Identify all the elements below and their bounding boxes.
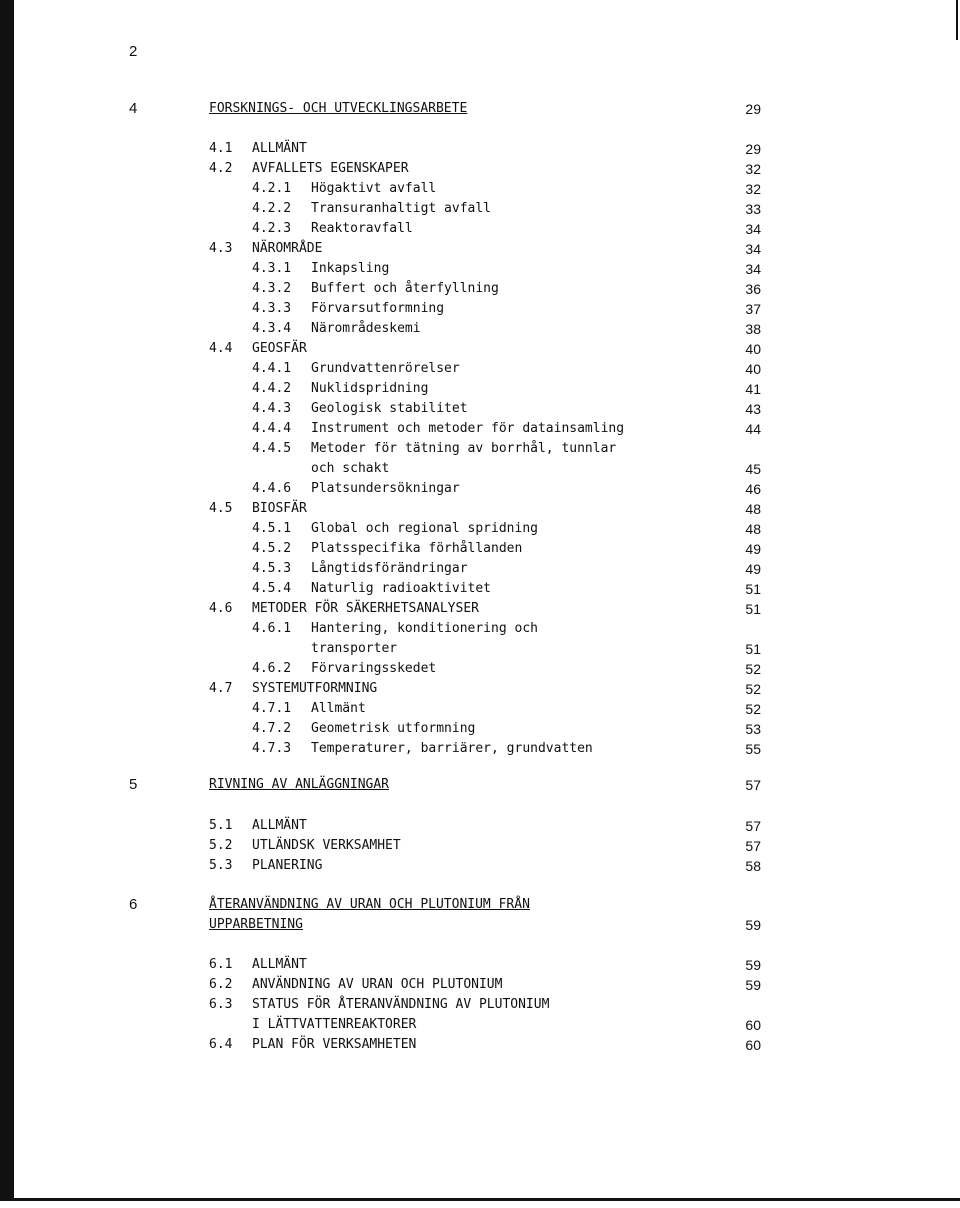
section-number: 4.2.3 (252, 221, 292, 236)
toc-entry (0, 995, 960, 1015)
section-number: 4.7 (209, 681, 233, 696)
section-title: PLANERING (252, 858, 323, 873)
page-ref: 33 (745, 201, 761, 217)
section-number: 6.1 (209, 957, 233, 972)
section-title: Platsundersökningar (311, 481, 460, 496)
section-number: 4.5.3 (252, 561, 292, 576)
toc-entry (0, 955, 960, 975)
toc-entry (0, 816, 960, 836)
chapter-title: FORSKNINGS- OCH UTVECKLINGSARBETE (209, 101, 468, 116)
section-number: 4.4 (209, 341, 233, 356)
page-number: 2 (129, 43, 138, 60)
toc-entry (0, 219, 960, 239)
section-title: Global och regional spridning (311, 521, 538, 536)
page-ref: 51 (745, 581, 761, 597)
section-number: 6.2 (209, 977, 233, 992)
section-number: 5.3 (209, 858, 233, 873)
section-title: UTLÄNDSK VERKSAMHET (252, 838, 401, 853)
section-number: 4.3.4 (252, 321, 292, 336)
page-ref: 57 (745, 838, 761, 854)
toc-entry (0, 699, 960, 719)
page-ref: 57 (745, 818, 761, 834)
section-title: ALLMÄNT (252, 957, 307, 972)
section-title: Grundvattenrörelser (311, 361, 460, 376)
page-ref: 34 (745, 241, 761, 257)
section-number: 4.6.2 (252, 661, 292, 676)
toc-chapter-6-continuation (0, 915, 960, 935)
toc-entry (0, 439, 960, 459)
toc-entry (0, 559, 960, 579)
page-ref: 53 (745, 721, 761, 737)
section-title: NÄROMRÅDE (252, 241, 323, 256)
section-number: 4.3.2 (252, 281, 292, 296)
section-title: SYSTEMUTFORMNING (252, 681, 378, 696)
page-ref: 49 (745, 561, 761, 577)
toc-entry (0, 399, 960, 419)
page-ref: 41 (745, 381, 761, 397)
section-number: 4.7.2 (252, 721, 292, 736)
toc-entry (0, 856, 960, 876)
section-number: 6.3 (209, 997, 233, 1012)
section-title-continued: I LÄTTVATTENREAKTORER (252, 1017, 417, 1032)
toc-entry (0, 719, 960, 739)
toc-entry (0, 259, 960, 279)
section-title: Nuklidspridning (311, 381, 429, 396)
page-ref: 60 (745, 1037, 761, 1053)
page-ref: 36 (745, 281, 761, 297)
chapter-title-continued: UPPARBETNING (209, 917, 303, 932)
page-ref: 59 (745, 957, 761, 973)
section-title: Allmänt (311, 701, 366, 716)
page-ref: 32 (745, 181, 761, 197)
toc-entry (0, 579, 960, 599)
page-ref: 52 (745, 661, 761, 677)
chapter-number: 4 (129, 100, 138, 117)
toc-chapter-6 (0, 895, 960, 915)
page-ref: 32 (745, 161, 761, 177)
section-number: 5.2 (209, 838, 233, 853)
section-number: 4.7.1 (252, 701, 292, 716)
section-title: Högaktivt avfall (311, 181, 437, 196)
section-title: METODER FÖR SÄKERHETSANALYSER (252, 601, 479, 616)
toc-entry (0, 519, 960, 539)
scan-border-bottom (0, 1198, 960, 1201)
chapter-number: 6 (129, 896, 138, 913)
toc-entry (0, 975, 960, 995)
section-title: Temperaturer, barriärer, grundvatten (311, 741, 593, 756)
section-number: 4.5.4 (252, 581, 292, 596)
toc-entry (0, 139, 960, 159)
section-number: 4.3.1 (252, 261, 292, 276)
section-number: 4.5.2 (252, 541, 292, 556)
section-title: Hantering, konditionering och (311, 621, 538, 636)
toc-entry (0, 739, 960, 759)
section-title-continued: och schakt (311, 461, 390, 476)
toc-entry (0, 159, 960, 179)
page-ref: 37 (745, 301, 761, 317)
toc-chapter-4 (0, 99, 960, 119)
page-ref: 34 (745, 261, 761, 277)
chapter-title: RIVNING AV ANLÄGGNINGAR (209, 777, 390, 792)
page-ref: 58 (745, 858, 761, 874)
page-ref: 34 (745, 221, 761, 237)
toc-entry-continuation (0, 459, 960, 479)
toc-entry (0, 299, 960, 319)
section-title: Naturlig radioaktivitet (311, 581, 492, 596)
toc-entry (0, 379, 960, 399)
toc-entry (0, 659, 960, 679)
page-ref: 55 (745, 741, 761, 757)
section-number: 4.6.1 (252, 621, 292, 636)
toc-entry (0, 479, 960, 499)
section-number: 4.2.2 (252, 201, 292, 216)
section-title: ANVÄNDNING AV URAN OCH PLUTONIUM (252, 977, 503, 992)
section-title: Metoder för tätning av borrhål, tunnlar (311, 441, 617, 456)
section-title: GEOSFÄR (252, 341, 307, 356)
page-ref: 43 (745, 401, 761, 417)
page-ref: 51 (745, 601, 761, 617)
section-title: Geologisk stabilitet (311, 401, 468, 416)
section-number: 5.1 (209, 818, 233, 833)
section-title: STATUS FÖR ÅTERANVÄNDNING AV PLUTONIUM (252, 997, 550, 1012)
page-ref: 59 (745, 917, 761, 933)
page-ref: 38 (745, 321, 761, 337)
section-number: 4.3 (209, 241, 233, 256)
section-number: 4.7.3 (252, 741, 292, 756)
chapter-number: 5 (129, 776, 138, 793)
page-ref: 60 (745, 1017, 761, 1033)
page-ref: 44 (745, 421, 761, 437)
page-ref: 52 (745, 681, 761, 697)
toc-entry (0, 679, 960, 699)
section-title: AVFALLETS EGENSKAPER (252, 161, 409, 176)
toc-entry-continuation (0, 1015, 960, 1035)
section-title: ALLMÄNT (252, 818, 307, 833)
section-number: 4.2.1 (252, 181, 292, 196)
page-ref: 49 (745, 541, 761, 557)
toc-entry (0, 836, 960, 856)
toc-entry (0, 339, 960, 359)
toc-entry (0, 179, 960, 199)
section-number: 4.6 (209, 601, 233, 616)
section-title: Transuranhaltigt avfall (311, 201, 492, 216)
toc-entry (0, 539, 960, 559)
toc-entry (0, 1035, 960, 1055)
section-number: 4.4.3 (252, 401, 292, 416)
section-title: PLAN FÖR VERKSAMHETEN (252, 1037, 417, 1052)
section-title: Långtidsförändringar (311, 561, 468, 576)
page-ref: 40 (745, 341, 761, 357)
section-number: 4.3.3 (252, 301, 292, 316)
page-ref: 57 (745, 777, 761, 793)
section-number: 4.4.4 (252, 421, 292, 436)
section-title: Förvaringsskedet (311, 661, 437, 676)
page-ref: 51 (745, 641, 761, 657)
page-ref: 52 (745, 701, 761, 717)
chapter-title: ÅTERANVÄNDNING AV URAN OCH PLUTONIUM FRÅN (209, 897, 530, 912)
toc-entry (0, 239, 960, 259)
toc-chapter-5 (0, 775, 960, 795)
section-title: Förvarsutformning (311, 301, 445, 316)
toc-entry-continuation (0, 639, 960, 659)
page-ref: 46 (745, 481, 761, 497)
section-title: Platsspecifika förhållanden (311, 541, 523, 556)
section-number: 6.4 (209, 1037, 233, 1052)
section-number: 4.5.1 (252, 521, 292, 536)
section-title: Geometrisk utformning (311, 721, 476, 736)
page-ref: 59 (745, 977, 761, 993)
section-number: 4.4.6 (252, 481, 292, 496)
section-title: Närområdeskemi (311, 321, 421, 336)
page-ref: 48 (745, 521, 761, 537)
section-number: 4.1 (209, 141, 233, 156)
section-title: Instrument och metoder för datainsamling (311, 421, 625, 436)
section-number: 4.4.5 (252, 441, 292, 456)
page-ref: 45 (745, 461, 761, 477)
section-title: BIOSFÄR (252, 501, 307, 516)
page-ref: 40 (745, 361, 761, 377)
section-number: 4.5 (209, 501, 233, 516)
section-title: Buffert och återfyllning (311, 281, 499, 296)
section-number: 4.4.2 (252, 381, 292, 396)
section-title-continued: transporter (311, 641, 398, 656)
toc-entry (0, 279, 960, 299)
toc-entry (0, 619, 960, 639)
toc-entry (0, 499, 960, 519)
section-title: ALLMÄNT (252, 141, 307, 156)
page-ref: 29 (745, 141, 761, 157)
section-title: Reaktoravfall (311, 221, 413, 236)
section-title: Inkapsling (311, 261, 390, 276)
section-number: 4.2 (209, 161, 233, 176)
section-number: 4.4.1 (252, 361, 292, 376)
toc-entry (0, 599, 960, 619)
toc-entry (0, 199, 960, 219)
toc-entry (0, 419, 960, 439)
page-ref: 48 (745, 501, 761, 517)
page-ref: 29 (745, 101, 761, 117)
toc-entry (0, 319, 960, 339)
toc-entry (0, 359, 960, 379)
